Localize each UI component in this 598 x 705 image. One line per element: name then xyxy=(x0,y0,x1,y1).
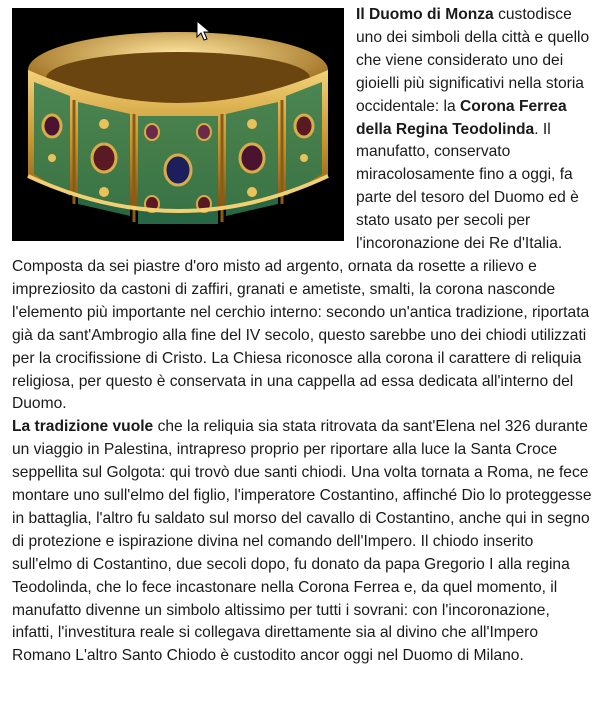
iron-crown-photo xyxy=(12,8,344,241)
bold-corona-ferrea: Corona Ferrea della Regina Teodolinda xyxy=(356,97,567,138)
paragraph1-text-a: custodisce uno dei simboli della città e quello che viene considerato uno dei gioielli più significativi nella storia occidentale: la xyxy=(356,6,590,115)
crown-illustration xyxy=(12,8,344,241)
lead-tradizione-vuole: La tradizione vuole xyxy=(12,418,154,436)
paragraph1-text-c: . Il manufatto, conservato miracolosamente fino a oggi, fa parte del tesoro del Duomo ed è stato usato per secoli per l'incoronazione dei Re d'Italia. Composta da sei piastre d'oro misto ad argento, ornata da rosette a rilievo e impreziosito da castoni di zaffiri, granati e ametiste, smalti, la corona nasconde l'elemento più importante nel cerchio interno: secondo un'antica tradizione, riportata già da sant'Ambrogio alla fine del IV secolo, questo sarebbe uno dei chiodi utilizzati per la crocifissione di Cristo. La Chiesa riconosce alla corona il carattere di reliquia religiosa, per questo è conservata in una cappella ad essa dedicata all'interno del Duomo. xyxy=(12,120,590,413)
paragraph-corona-ferrea xyxy=(12,4,592,416)
paragraph-tradizione xyxy=(12,416,592,668)
lead-duomo-di-monza: Il Duomo di Monza xyxy=(356,6,494,23)
arrow-cursor-icon xyxy=(196,20,212,42)
paragraph2-text: che la reliquia sia stata ritrovata da sant'Elena nel 326 durante un viaggio in Palestina, intrapreso proprio per riportare alla luce la Santa Croce seppellita sul Golgota: qui trovò due santi chiodi. Una volta tornata a Roma, ne fece montare uno sull'elmo del figlio, l'imperatore Costantino, affinché Dio lo proteggesse in battaglia, l'altro fu saldato sul morso del cavallo di Costantino, anche qui in segno di protezione e ispirazione divina nel comando dell'Impero. Il chiodo inserito sull'elmo di Costantino, due secoli dopo, fu donato da papa Gregorio I alla regina Teodolinda, che lo fece incastonare nella Corona Ferrea e, da quel momento, il manufatto divenne un simbolo altissimo per tutti i sovrani: con l'incoronazione, infatti, l'investitura reale si collegava direttamente sia al divino che all'Impero Romano L'altro Santo Chiodo è custodito ancor oggi nel Duomo di Milano. xyxy=(12,418,592,665)
article xyxy=(12,4,592,668)
